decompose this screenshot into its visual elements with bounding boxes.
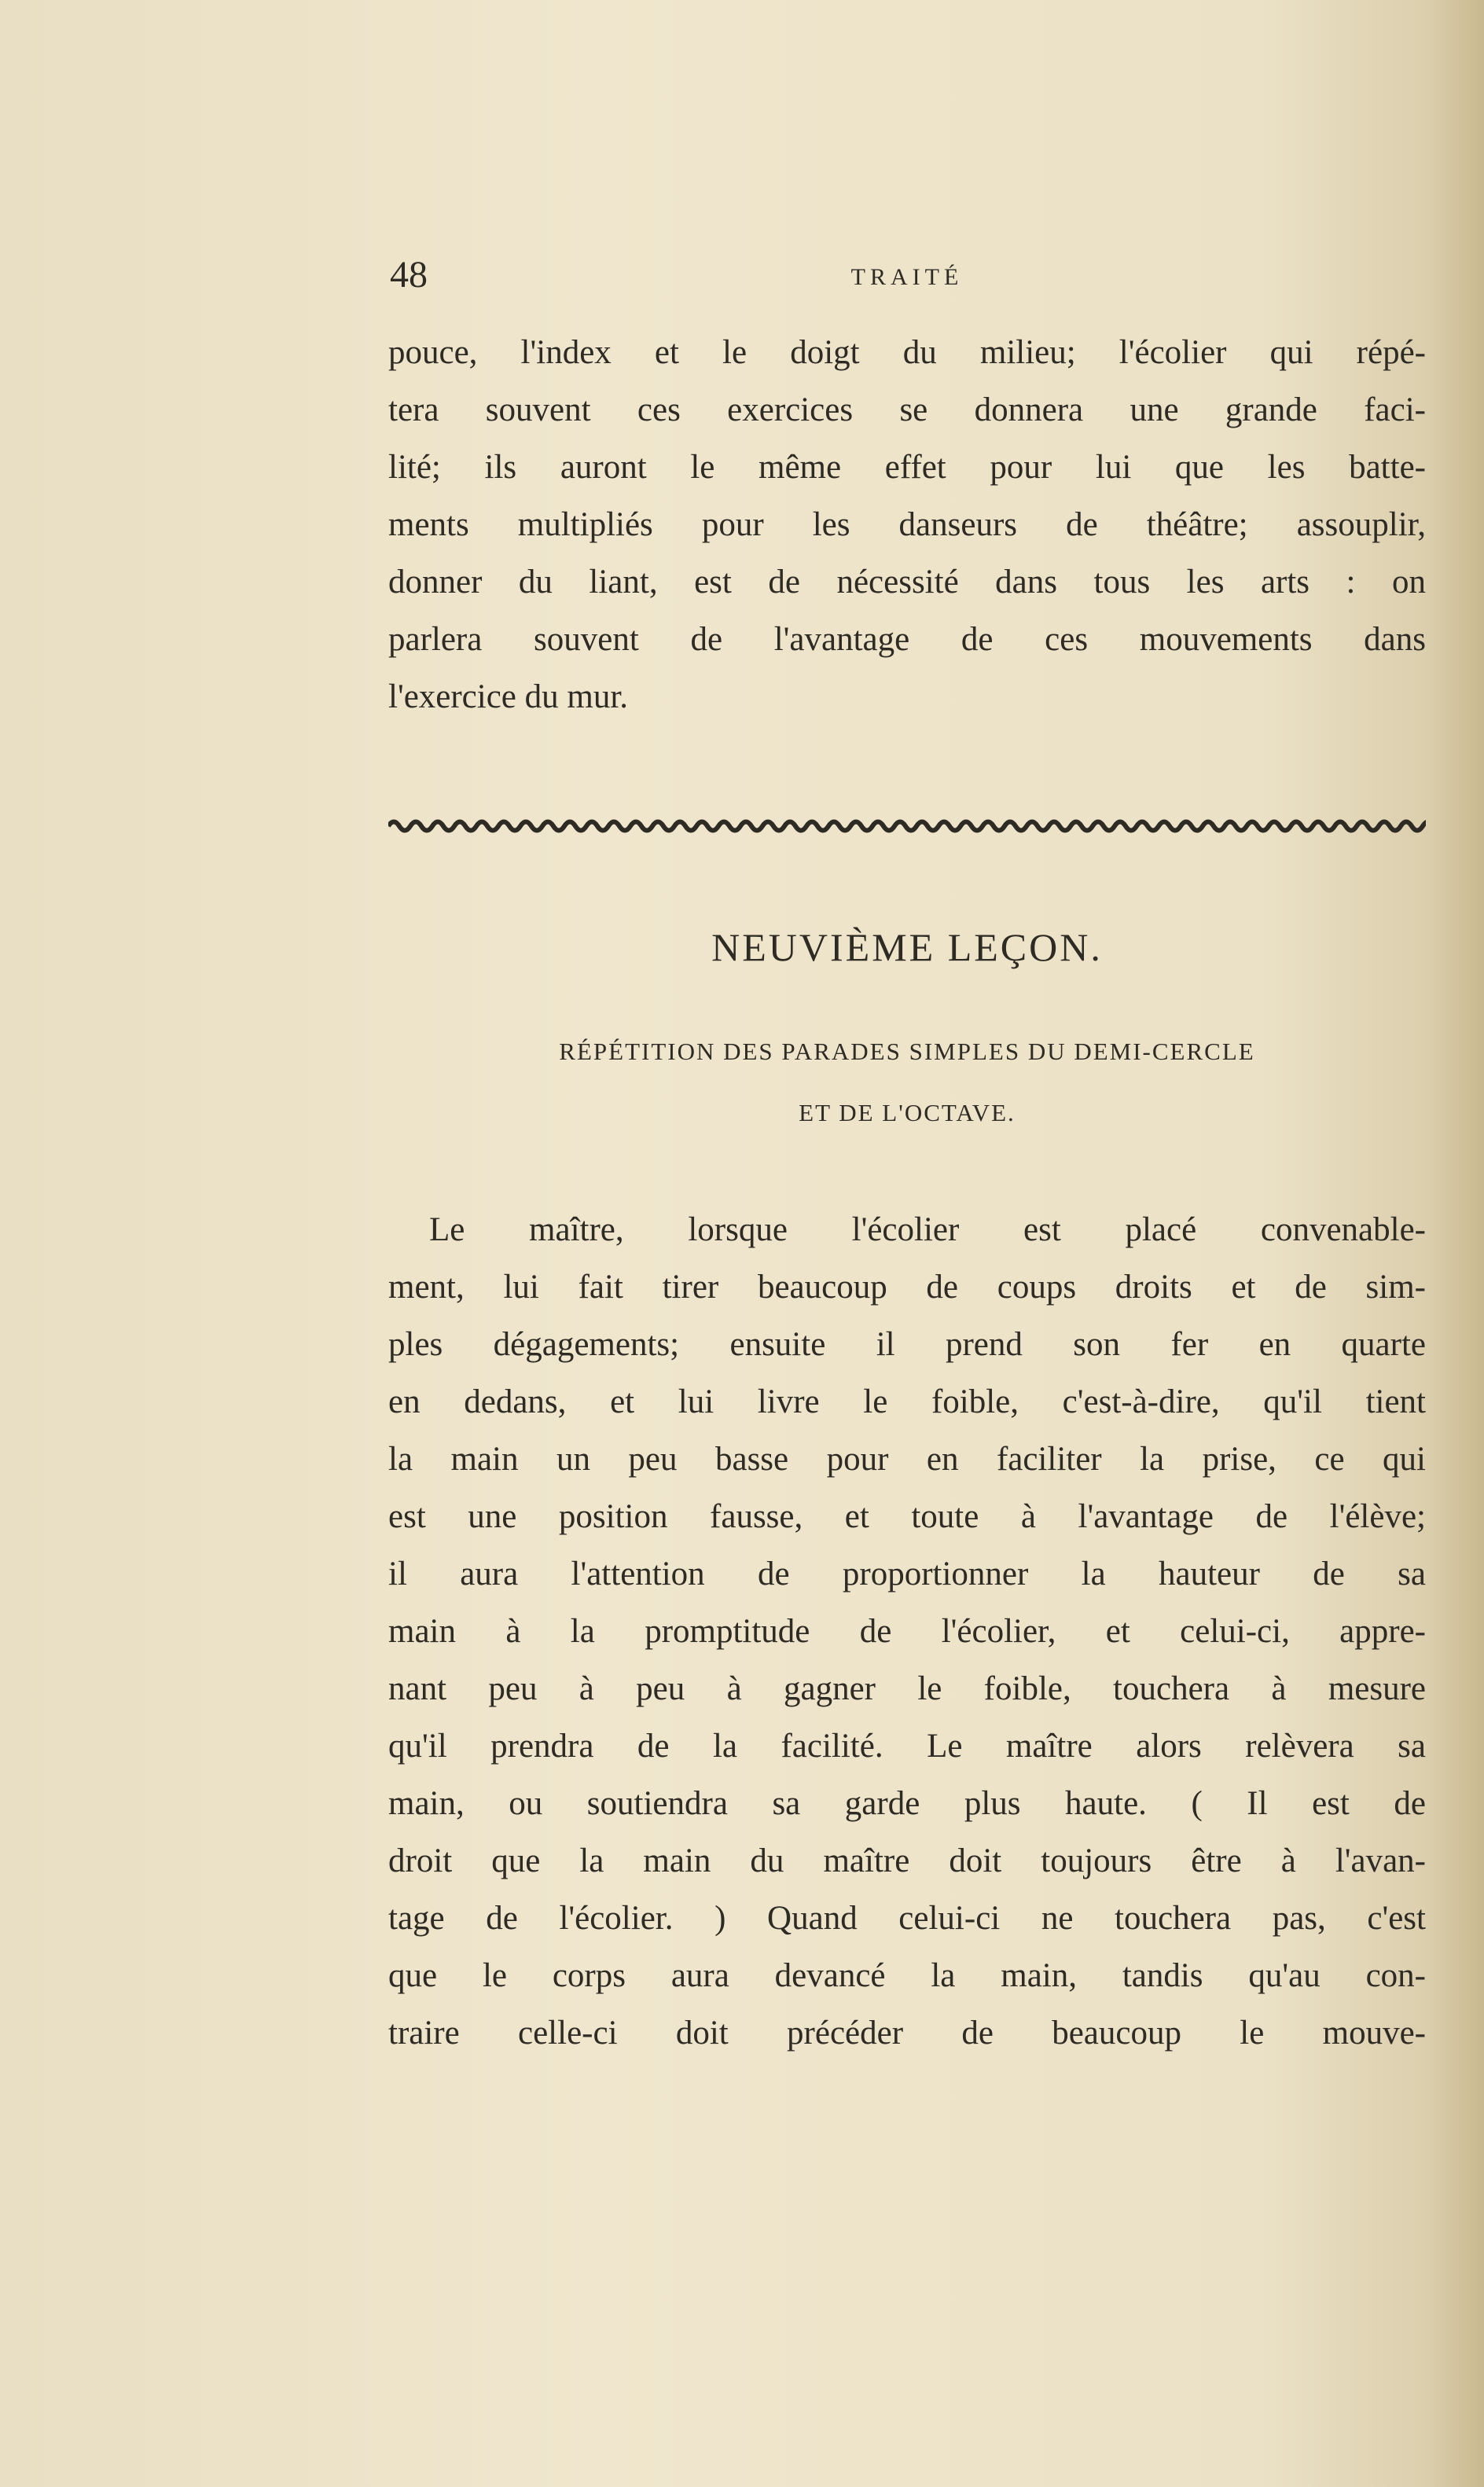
text-line: parlera souvent de l'avantage de ces mouvements dans bbox=[388, 621, 1426, 658]
text-line: main, ou soutiendra sa garde plus haute. ( Il est de bbox=[388, 1785, 1426, 1822]
text-line: ments multipliés pour les danseurs de théâtre; assouplir, bbox=[388, 506, 1426, 543]
page-header bbox=[388, 253, 1426, 300]
lesson-subtitle-line-1: RÉPÉTITION DES PARADES SIMPLES DU DEMI-CERCLE bbox=[559, 1038, 1255, 1065]
text-line: traire celle-ci doit précéder de beaucoup le mouve- bbox=[388, 2015, 1426, 2052]
text-line: la main un peu basse pour en faciliter la prise, ce qui bbox=[388, 1441, 1426, 1478]
text-line: main à la promptitude de l'écolier, et celui-ci, appre- bbox=[388, 1613, 1426, 1650]
text-line: donner du liant, est de nécessité dans tous les arts : on bbox=[388, 564, 1426, 601]
text-line: lité; ils auront le même effet pour lui que les batte- bbox=[388, 449, 1426, 486]
wavy-ornament-divider bbox=[388, 816, 1426, 836]
text-line: qu'il prendra de la facilité. Le maître alors relèvera sa bbox=[388, 1728, 1426, 1765]
text-line: il aura l'attention de proportionner la hauteur de sa bbox=[388, 1556, 1426, 1592]
body-paragraph bbox=[388, 1201, 1426, 2062]
text-line: en dedans, et lui livre le foible, c'est-à-dire, qu'il tient bbox=[388, 1383, 1426, 1420]
page-number: 48 bbox=[390, 254, 428, 296]
lesson-title: NEUVIÈME LEÇON. bbox=[711, 925, 1103, 969]
lesson-subtitle-line-2: ET DE L'OCTAVE. bbox=[799, 1099, 1016, 1126]
text-line: Le maître, lorsque l'écolier est placé convenable- bbox=[429, 1211, 1426, 1248]
text-line: droit que la main du maître doit toujours être à l'avan- bbox=[388, 1842, 1426, 1879]
text-line: tera souvent ces exercices se donnera une grande faci- bbox=[388, 391, 1426, 428]
text-line: est une position fausse, et toute à l'avantage de l'élève; bbox=[388, 1498, 1426, 1535]
top-paragraph bbox=[388, 324, 1426, 726]
text-line: pouce, l'index et le doigt du milieu; l'écolier qui répé- bbox=[388, 334, 1426, 371]
text-line: l'exercice du mur. bbox=[388, 678, 629, 715]
text-line: ples dégagements; ensuite il prend son fer en quarte bbox=[388, 1326, 1426, 1363]
text-line: que le corps aura devancé la main, tandis qu'au con- bbox=[388, 1957, 1426, 1994]
running-head: TRAITÉ bbox=[850, 264, 964, 290]
text-line: tage de l'écolier. ) Quand celui-ci ne touchera pas, c'est bbox=[388, 1900, 1426, 1937]
text-line: ment, lui fait tirer beaucoup de coups droits et de sim- bbox=[388, 1269, 1426, 1306]
text-line: nant peu à peu à gagner le foible, touchera à mesure bbox=[388, 1670, 1426, 1707]
